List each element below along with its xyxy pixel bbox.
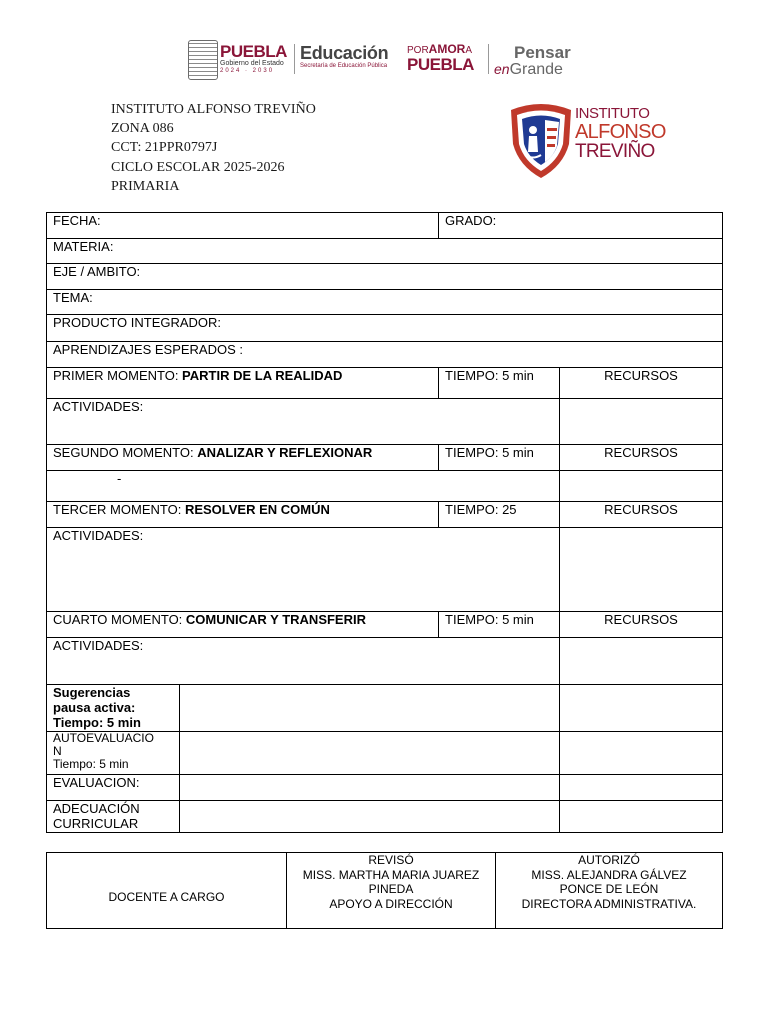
recursos-header: RECURSOS: [560, 502, 723, 528]
recursos-header: RECURSOS: [560, 445, 723, 471]
autoevaluacion-extra-field[interactable]: [560, 732, 723, 775]
table-row: [47, 775, 723, 801]
materia-field[interactable]: MATERIA:: [47, 239, 723, 264]
table-row: [47, 685, 723, 732]
table-row: [47, 528, 723, 612]
reviso-signature[interactable]: REVISÓ MISS. MARTHA MARIA JUAREZ PINEDA APOYO A DIRECCIÓN: [287, 853, 496, 929]
table-row: [47, 445, 723, 471]
table-row: [47, 471, 723, 502]
table-row: [47, 612, 723, 638]
adecuacion-field[interactable]: [180, 801, 560, 833]
institute-logo: INSTITUTO ALFONSO TREVIÑO: [505, 88, 665, 190]
table-row: [47, 853, 723, 929]
fecha-field[interactable]: FECHA:: [47, 213, 439, 239]
puebla-logo: PUEBLA Gobierno del Estado 2024 · 2030: [220, 42, 287, 74]
table-row: [47, 290, 723, 315]
ciclo-escolar: CICLO ESCOLAR 2025-2026: [111, 159, 285, 175]
recursos-field[interactable]: [560, 399, 723, 445]
autorizo-signature[interactable]: AUTORIZÓ MISS. ALEJANDRA GÁLVEZ PONCE DE LEÓN DIRECTORA ADMINISTRATIVA.: [496, 853, 723, 929]
tema-field[interactable]: TEMA:: [47, 290, 723, 315]
pensar-en-grande-logo: Pensar enGrande: [494, 43, 571, 78]
autoevaluacion-field[interactable]: [180, 732, 560, 775]
recursos-field[interactable]: [560, 471, 723, 502]
shield-icon: [507, 100, 575, 180]
table-row: [47, 368, 723, 399]
aprendizajes-field[interactable]: APRENDIZAJES ESPERADOS :: [47, 342, 723, 368]
evaluacion-field[interactable]: [180, 775, 560, 801]
table-row: [47, 213, 723, 239]
institute-name: INSTITUTO ALFONSO TREVIÑO: [111, 102, 316, 117]
actividades-field[interactable]: -: [47, 471, 560, 502]
segundo-momento-tiempo: TIEMPO: 5 min: [439, 445, 560, 471]
logo-divider: [488, 44, 489, 74]
table-row: [47, 342, 723, 368]
sugerencias-label: Sugerencias pausa activa: Tiempo: 5 min: [47, 685, 180, 732]
actividades-field[interactable]: ACTIVIDADES:: [47, 528, 560, 612]
recursos-field[interactable]: [560, 638, 723, 685]
primer-momento-tiempo: TIEMPO: 5 min: [439, 368, 560, 399]
government-logos: [188, 38, 583, 82]
table-row: [47, 264, 723, 290]
table-row: [47, 399, 723, 445]
primer-momento: PRIMER MOMENTO: PARTIR DE LA REALIDAD: [47, 368, 439, 399]
tercer-momento-tiempo: TIEMPO: 25: [439, 502, 560, 528]
recursos-header: RECURSOS: [560, 368, 723, 399]
educacion-logo: Educación Secretaría de Educación Pública: [300, 43, 389, 69]
cuarto-momento: CUARTO MOMENTO: COMUNICAR Y TRANSFERIR: [47, 612, 439, 638]
logo-divider: [294, 44, 295, 74]
por-amor-a-puebla-logo: PORAMORA PUEBLA: [407, 42, 474, 74]
segundo-momento: SEGUNDO MOMENTO: ANALIZAR Y REFLEXIONAR: [47, 445, 439, 471]
planning-form: [46, 212, 723, 833]
producto-integrador-field[interactable]: PRODUCTO INTEGRADOR:: [47, 315, 723, 342]
table-row: [47, 732, 723, 775]
evaluacion-label: EVALUACION:: [47, 775, 180, 801]
sugerencias-field[interactable]: [180, 685, 560, 732]
state-seal-icon: [188, 40, 218, 80]
table-row: [47, 315, 723, 342]
actividades-field[interactable]: ACTIVIDADES:: [47, 399, 560, 445]
evaluacion-extra-field[interactable]: [560, 775, 723, 801]
recursos-header: RECURSOS: [560, 612, 723, 638]
table-row: [47, 801, 723, 833]
signatures: [46, 852, 723, 929]
adecuacion-label: ADECUACIÓN CURRICULAR: [47, 801, 180, 833]
eje-field[interactable]: EJE / AMBITO:: [47, 264, 723, 290]
nivel: PRIMARIA: [111, 178, 180, 194]
cuarto-momento-tiempo: TIEMPO: 5 min: [439, 612, 560, 638]
autoevaluacion-label: AUTOEVALUACIO N Tiempo: 5 min: [47, 732, 180, 775]
sugerencias-extra-field[interactable]: [560, 685, 723, 732]
recursos-field[interactable]: [560, 528, 723, 612]
actividades-field[interactable]: ACTIVIDADES:: [47, 638, 560, 685]
school-header: [111, 100, 316, 196]
zona: ZONA 086: [111, 121, 174, 137]
docente-signature[interactable]: DOCENTE A CARGO: [47, 853, 287, 929]
tercer-momento: TERCER MOMENTO: RESOLVER EN COMÚN: [47, 502, 439, 528]
cct: CCT: 21PPR0797J: [111, 140, 218, 156]
table-row: [47, 502, 723, 528]
table-row: [47, 239, 723, 264]
table-row: [47, 638, 723, 685]
grado-field[interactable]: GRADO:: [439, 213, 723, 239]
adecuacion-extra-field[interactable]: [560, 801, 723, 833]
